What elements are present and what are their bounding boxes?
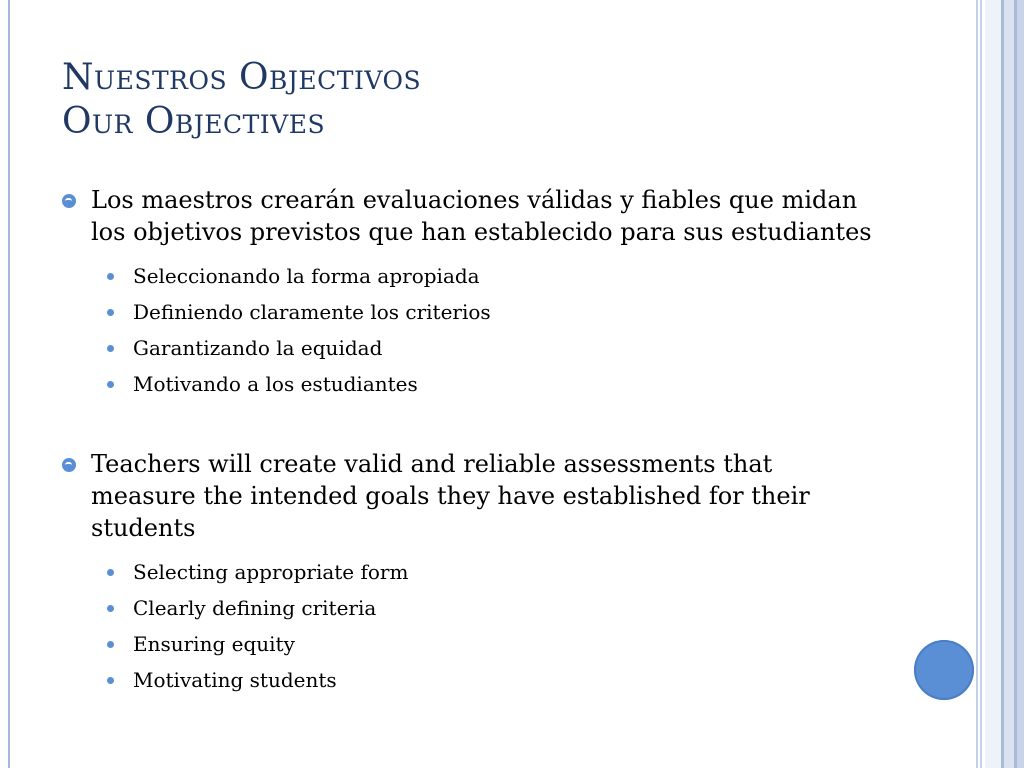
main-bullet-text: Los maestros crearán evaluaciones válidas y fiables que midan los objetivos previstos que han establecido para sus estudiantes	[91, 186, 872, 246]
objective-block-english	[62, 448, 882, 698]
decorative-circle	[914, 640, 974, 700]
sub-bullet-item	[62, 590, 882, 626]
sub-bullet-text: Definiendo claramente los criterios	[133, 300, 491, 324]
sub-bullet-icon	[107, 273, 114, 280]
main-bullet-item	[62, 184, 882, 248]
sub-bullet-icon	[107, 381, 114, 388]
slide-title	[62, 56, 421, 144]
sub-bullet-list	[62, 554, 882, 698]
sub-bullet-text: Motivando a los estudiantes	[133, 372, 418, 396]
sub-bullet-icon	[107, 345, 114, 352]
sub-bullet-item	[62, 626, 882, 662]
bullet-icon	[62, 194, 76, 208]
sub-bullet-item	[62, 662, 882, 698]
sub-bullet-item	[62, 294, 882, 330]
stripe	[985, 0, 1001, 768]
sub-bullet-text: Seleccionando la forma apropiada	[133, 264, 480, 288]
sub-bullet-text: Ensuring equity	[133, 632, 295, 656]
sub-bullet-item	[62, 258, 882, 294]
sub-bullet-text: Motivating students	[133, 668, 337, 692]
sub-bullet-item	[62, 330, 882, 366]
sub-bullet-item	[62, 554, 882, 590]
stripe	[1004, 0, 1014, 768]
sub-bullet-icon	[107, 641, 114, 648]
sub-bullet-text: Clearly defining criteria	[133, 596, 377, 620]
left-border-line	[8, 0, 10, 768]
stripe	[980, 0, 982, 768]
right-stripe-decoration	[976, 0, 1024, 768]
sub-bullet-list	[62, 258, 882, 402]
sub-bullet-icon	[107, 309, 114, 316]
main-bullet-text: Teachers will create valid and reliable assessments that measure the intended goals they have established for their students	[91, 450, 810, 542]
sub-bullet-item	[62, 366, 882, 402]
sub-bullet-text: Garantizando la equidad	[133, 336, 383, 360]
sub-bullet-text: Selecting appropriate form	[133, 560, 409, 584]
sub-bullet-icon	[107, 605, 114, 612]
bullet-icon	[62, 458, 76, 472]
stripe	[976, 0, 978, 768]
title-english: Our Objectives	[62, 101, 326, 142]
title-spanish: Nuestros Objectivos	[62, 57, 422, 98]
sub-bullet-icon	[107, 677, 114, 684]
sub-bullet-icon	[107, 569, 114, 576]
objective-block-spanish	[62, 184, 882, 402]
main-bullet-item	[62, 448, 882, 544]
stripe	[1017, 0, 1024, 768]
slide-content	[62, 184, 882, 698]
